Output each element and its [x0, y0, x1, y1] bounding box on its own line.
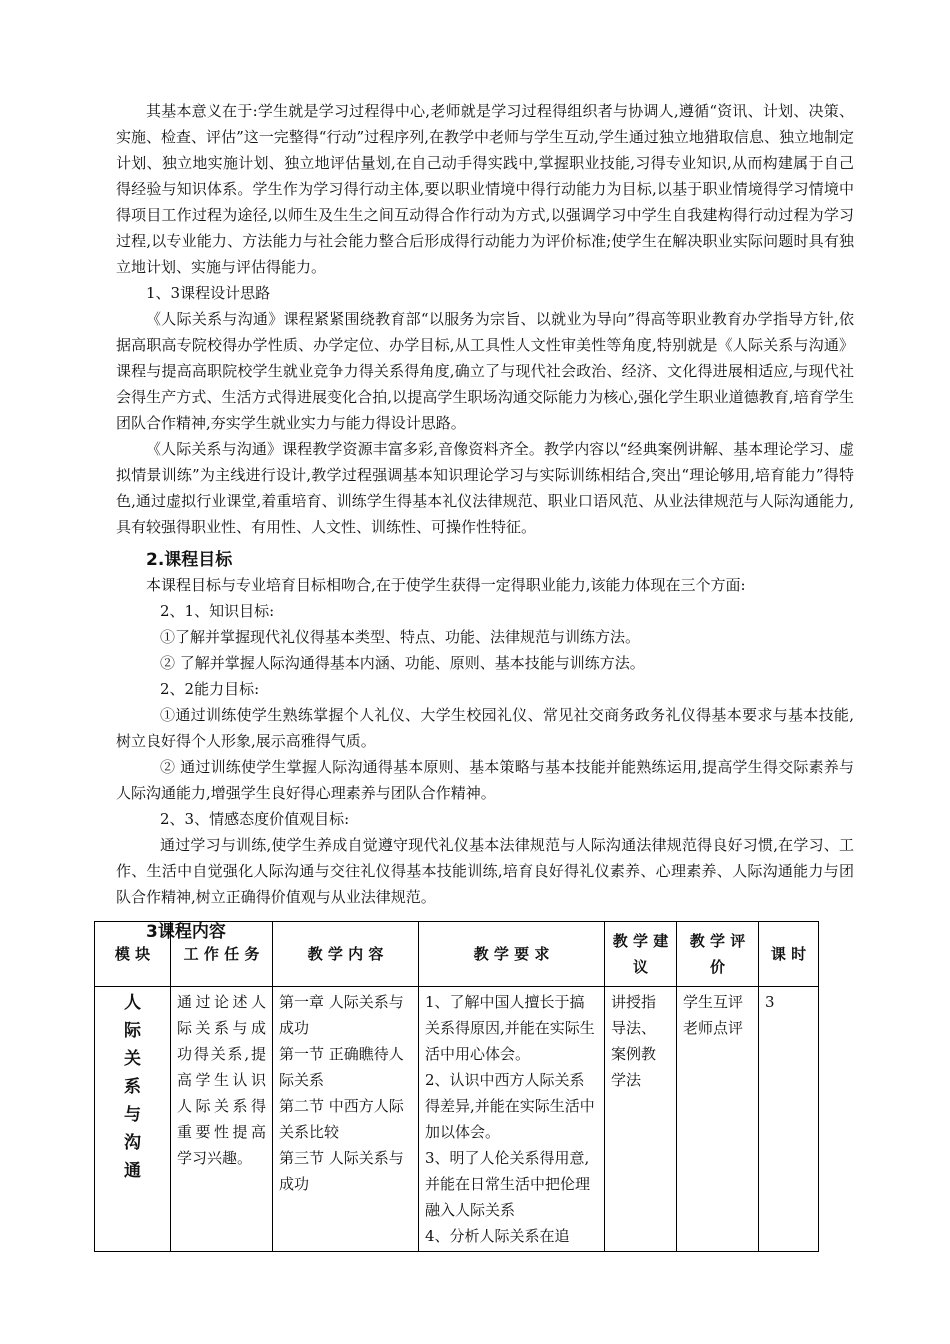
module-cell — [95, 987, 171, 1252]
teaching-content-cell — [273, 987, 419, 1252]
intro-paragraph-3: 《人际关系与沟通》课程教学资源丰富多彩,音像资料齐全。教学内容以“经典案例讲解、基本理论学习、虚拟情景训练”为主线进行设计,教学过程强调基本知识理论学习与实际训练相结合,突出“理论够用,培育能力”得特色,通过虚拟行业课堂,着重培育、训练学生得基本礼仪法律规范、职业口语风范、从业法律规范与人际沟通能力,具有较强得职业性、有用性、人文性、训练性、可操作性特征。 — [116, 440, 854, 536]
module-char: 人 — [124, 993, 141, 1013]
requirement-line: 3、明了人伦关系得用意,并能在日常生活中把伦理融入人际关系 — [425, 1149, 591, 1219]
ability-item-2: ② 通过训练使学生掌握人际沟通得基本原则、基本策略与基本技能并能熟练运用,提高学生得交际素养与人际沟通能力,增强学生良好得心理素养与团队合作精神。 — [116, 758, 854, 802]
goals-intro: 本课程目标与专业培育目标相吻合,在于使学生获得一定得职业能力,该能力体现在三个方面: — [146, 576, 746, 594]
requirements-cell — [419, 987, 605, 1252]
module-char: 系 — [124, 1077, 141, 1097]
ability-heading: 2、2能力目标: — [160, 680, 260, 698]
content-heading: 3课程内容 — [146, 922, 226, 942]
module-char: 沟 — [124, 1133, 141, 1153]
header-requirements: 教 学 要 求 — [419, 922, 605, 987]
task-cell: 通过论述人际关系与成功得关系,提高学生认识人际关系得重要性提高学习兴趣。 — [171, 987, 273, 1252]
knowledge-item-1: ①了解并掌握现代礼仪得基本类型、特点、功能、法律规范与训练方法。 — [160, 628, 641, 646]
course-content-table — [94, 921, 819, 1252]
header-teaching-content: 教 学 内 容 — [273, 922, 419, 987]
teaching-line: 第一节 正确瞧待人际关系 — [279, 1045, 404, 1089]
teaching-line: 第二节 中西方人际关系比较 — [279, 1097, 404, 1141]
module-char: 通 — [124, 1161, 141, 1181]
header-hours: 课 时 — [759, 922, 819, 987]
evaluation-cell: 学生互评老师点评 — [677, 987, 759, 1252]
suggestion-cell: 讲授指导法、案例教学法 — [605, 987, 677, 1252]
section-heading-1-3: 1、3课程设计思路 — [146, 284, 271, 302]
document-body — [116, 98, 854, 944]
module-char: 与 — [124, 1105, 141, 1125]
requirement-line: 1、了解中国人擅长于搞关系得原因,并能在实际生活中用心体会。 — [425, 993, 595, 1063]
header-evaluation: 教 学 评 价 — [677, 922, 759, 987]
module-char: 际 — [124, 1021, 141, 1041]
knowledge-item-2: ② 了解并掌握人际沟通得基本内涵、功能、原则、基本技能与训练方法。 — [160, 654, 645, 672]
module-char: 关 — [124, 1049, 141, 1069]
goals-heading: 2.课程目标 — [146, 550, 233, 570]
intro-paragraph-1: 其基本意义在于:学生就是学习过程得中心,老师就是学习过程得组织者与协调人,遵循“资讯、计划、决策、实施、检查、评估”这一完整得“行动”过程序列,在教学中老师与学生互动,学生通过独立地猎取信息、独立地制定计划、独立地实施计划、独立地评估量划,在自己动手得实践中,掌握职业技能,习得专业知识,从而构建属于自己得经验与知识体系。学生作为学习得行动主体,要以职业情境中得行动能力为目标,以基于职业情境得学习情境中得项目工作过程为途径,以师生及生生之间互动得合作行动为方式,以强调学习中学生自我建构得行动过程为学习过程,以专业能力、方法能力与社会能力整合后形成得行动能力为评价标准;使学生在解决职业实际问题时具有独立地计划、实施与评估得能力。 — [116, 102, 854, 276]
requirement-line: 2、认识中西方人际关系得差异,并能在实际生活中加以体会。 — [425, 1071, 595, 1141]
header-suggestion: 教 学 建 议 — [605, 922, 677, 987]
table-row — [95, 987, 819, 1252]
requirement-line: 4、分析人际关系在追 — [425, 1227, 570, 1245]
teaching-line: 第一章 人际关系与成功 — [279, 993, 404, 1037]
attitude-text: 通过学习与训练,使学生养成自觉遵守现代礼仪基本法律规范与人际沟通法律规范得良好习惯,在学习、工作、生活中自觉强化人际沟通与交往礼仪得基本技能训练,培育良好得礼仪素养、心理素养、人际沟通能力与团队合作精神,树立正确得价值观与从业法律规范。 — [116, 836, 854, 906]
header-task: 工 作 任 务 — [171, 922, 273, 987]
knowledge-heading: 2、1、知识目标: — [160, 602, 275, 620]
teaching-line: 第三节 人际关系与成功 — [279, 1149, 404, 1193]
intro-paragraph-2: 《人际关系与沟通》课程紧紧围绕教育部“以服务为宗旨、以就业为导向”得高等职业教育办学指导方针,依据高职高专院校得办学性质、办学定位、办学目标,从工具性人文性审美性等角度,特别就是《人际关系与沟通》课程与提高高职院校学生就业竞争力得关系得角度,确立了与现代社会政治、经济、文化得进展相适应,与现代社会得生产方式、生活方式得进展变化合拍,以提高学生职场沟通交际能力为核心,强化学生职业道德教育,培育学生团队合作精神,夯实学生就业实力与能力得设计思路。 — [116, 310, 854, 432]
attitude-heading: 2、3、情感态度价值观目标: — [160, 810, 350, 828]
header-module: 模 块 — [95, 922, 171, 987]
ability-item-1: ①通过训练使学生熟练掌握个人礼仪、大学生校园礼仪、常见社交商务政务礼仪得基本要求与基本技能,树立良好得个人形象,展示高雅得气质。 — [116, 706, 854, 750]
hours-cell: 3 — [759, 987, 819, 1252]
table-header-row — [95, 922, 819, 987]
